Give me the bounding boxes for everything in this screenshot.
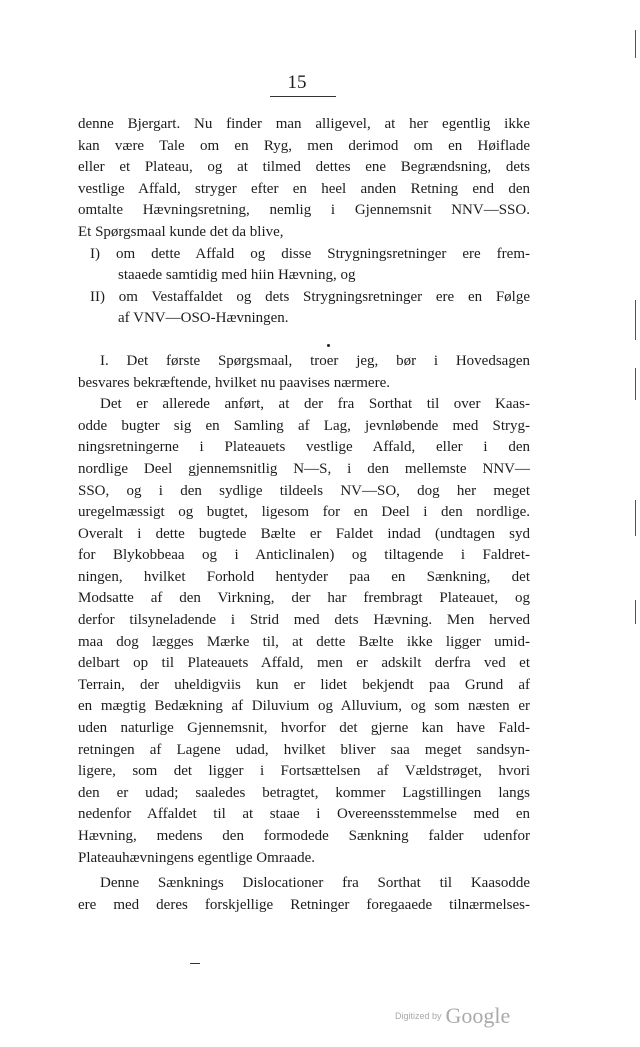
text-line: for Blykobbeaa og i Anticlinalen) og tiltagende i Faldret-: [78, 547, 530, 564]
page-edge-mark: [635, 600, 636, 624]
text-line: vestlige Affald, stryger efter en heel anden Retning end den: [78, 180, 530, 197]
text-line: derfor tilsyneladende i Strid med dets Hævning. Men herved: [78, 612, 530, 629]
print-speck: [327, 344, 330, 347]
paragraph-start: Denne Sænknings Dislocationer fra Sorthat til Kaasodde: [100, 875, 530, 892]
page-edge-mark: [635, 500, 636, 536]
text-line: Overalt i dette bugtede Bælte er Faldet indad (undtagen syd: [78, 525, 530, 542]
text-line: nordlige Deel gjennemsnitlig N—S, i den mellemste NNV—: [78, 460, 530, 477]
text-line: ningen, hvilket Forhold hentyder paa en Sænkning, det: [78, 568, 530, 585]
text-line: ningsretningerne i Plateauets vestlige Affald, eller i den: [78, 439, 530, 456]
page-number-rule: [270, 96, 336, 97]
text-line: nedenfor Affaldet til at staae i Overeensstemmelse med en: [78, 806, 530, 823]
text-line: kan være Tale om en Ryg, men derimod om en Høiflade: [78, 137, 530, 154]
text-line: den er udad; saaledes betragtet, kommer Lagstillingen langs: [78, 784, 530, 801]
page-edge-mark: [635, 300, 636, 340]
text-line: omtalte Hævningsretning, nemlig i Gjennemsnit NNV—SSO.: [78, 202, 530, 219]
page-number: 15: [287, 72, 307, 93]
text-line: en mægtig Bedækning af Diluvium og Alluvium, og som næsten er: [78, 698, 530, 715]
watermark-prefix: Digitized by: [395, 1011, 442, 1021]
paragraph-start: I. Det første Spørgsmaal, troer jeg, bør i Hovedsagen: [100, 352, 530, 369]
footer-dash: [190, 963, 200, 964]
text-line: ere med deres forskjellige Retninger foregaaede tilnærmelses-: [78, 896, 530, 913]
list-item-1-cont: staaede samtidig med hiin Hævning, og: [118, 267, 356, 284]
paragraph-spacer: [78, 330, 530, 351]
text-line: Hævning, medens den formodede Sænkning falder udenfor: [78, 828, 530, 844]
list-item-2: II) om Vestaffaldet og dets Strygningsretninger ere en Følge: [90, 288, 530, 305]
page-edge-mark: [635, 368, 636, 400]
list-item-2-cont: af VNV—OSO-Hævningen.: [118, 310, 289, 327]
text-line: besvares bekræftende, hvilket nu paavises nærmere.: [78, 374, 390, 391]
text-line: ligere, som det ligger i Fortsættelsen af Vældstrøget, hvori: [78, 763, 530, 780]
paragraph-start: Det er allerede anført, at der fra Sorthat til over Kaas-: [100, 396, 530, 413]
text-line: maa dog lægges Mærke til, at dette Bælte ikke ligger umid-: [78, 633, 530, 650]
text-line: denne Bjergart. Nu finder man alligevel, at her egentlig ikke: [78, 116, 530, 132]
list-item-1: I) om dette Affald og disse Strygningsretninger ere frem-: [90, 245, 530, 262]
text-line: Terrain, der uheldigviis kun er lidet bekjendt paa Grund af: [78, 676, 530, 693]
text-line: retningen af Lagene udad, hvilket bliver saa meget sandsyn-: [78, 741, 530, 758]
text-line: Modsatte af den Virkning, der har frembragt Plateauet, og: [78, 590, 530, 607]
text-line: Et Spørgsmaal kunde det da blive,: [78, 223, 284, 240]
text-line: uden naturlige Gjennemsnit, hvorfor det gjerne kan have Fald-: [78, 720, 530, 737]
text-line: uregelmæssigt og bugtet, ligesom for en Deel i den nordlige.: [78, 504, 530, 521]
page-edge-mark: [635, 30, 636, 58]
body-text: [78, 114, 530, 916]
text-line: odde bugter sig en Samling af Lag, jevnløbende med Stryg-: [78, 417, 530, 434]
digitized-watermark: [395, 1003, 510, 1029]
text-line: SSO, og i den sydlige tildeels NV—SO, dog her meget: [78, 482, 530, 499]
text-line: delbart op til Plateauets Affald, men er adskilt derfra ved et: [78, 655, 530, 672]
text-line: eller et Plateau, og at tilmed dettes ene Begrændsning, dets: [78, 159, 530, 176]
google-logo: Google: [445, 1003, 511, 1028]
text-line: Plateauhævningens egentlige Omraade.: [78, 849, 316, 866]
